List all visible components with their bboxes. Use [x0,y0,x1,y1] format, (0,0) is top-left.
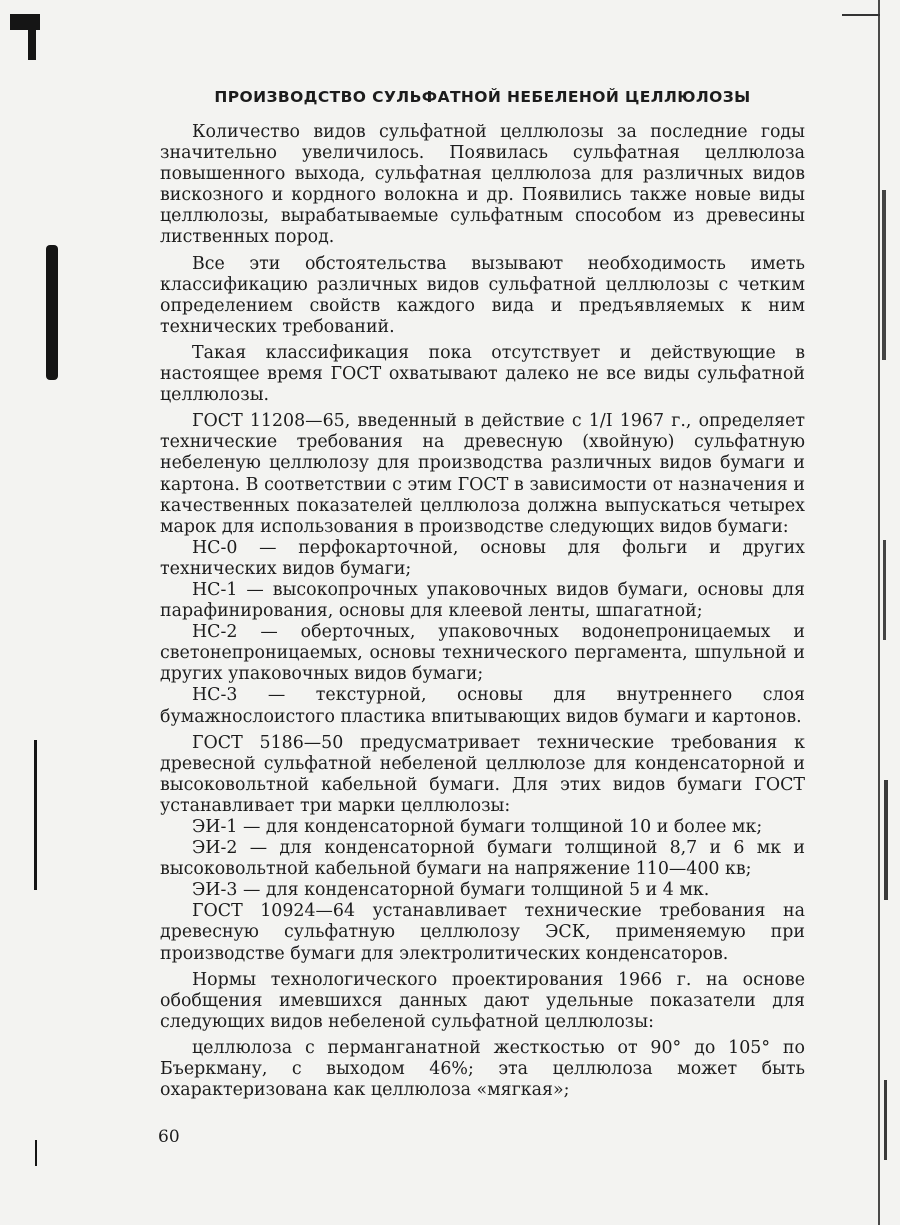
paragraph: Нормы технологического проектирования 1966 г. на основе обобщения имевшихся данных дают удельные показатели для следующих видов небеленой сульфатной целлюлозы: [160,969,805,1032]
scan-artifact [34,740,37,890]
paragraph: ГОСТ 11208—65, введенный в действие с 1/I 1967 г., определяет технические требования на древесную (хвойную) сульфатную небеленую целлюлозу для производства различных видов бумаги и картона. В соответствии с этим ГОСТ в зависимости от назначения и качественных показателей целлюлоза должна выпускаться четырех марок для использования в производстве следующих видов бумаги: [160,411,805,537]
scan-artifact [842,14,880,16]
paragraph: целлюлоза с перманганатной жесткостью от 90° до 105° по Бъеркману, с выходом 46%; эта целлюлоза может быть охарактеризована как целлюлоза «мягкая»; [160,1037,805,1101]
page-edge-line [878,0,880,1225]
list-item: ЭИ-1 — для конденсаторной бумаги толщиной 10 и более мк; [192,817,763,837]
page-body [160,84,805,1101]
list-item: ЭИ-2 — для конденсаторной бумаги толщиной 8,7 и 6 мк и высоковольтной кабельной бумаги на напряжение 110—400 кв; [160,838,805,880]
list-item: НС-0 — перфокарточной, основы для фольги и других технических видов бумаги; [160,537,805,579]
scan-artifact [28,14,36,60]
scan-artifact [883,540,886,640]
page-number: 60 [158,1127,180,1147]
scan-artifact [884,780,888,900]
section-heading: ПРОИЗВОДСТВО СУЛЬФАТНОЙ НЕБЕЛЕНОЙ ЦЕЛЛЮЛОЗЫ [214,88,751,106]
scan-artifact [884,1080,887,1160]
paragraph: ГОСТ 5186—50 предусматривает технические требования к древесной сульфатной небеленой целлюлозе для конденсаторной и высоковольтной кабельной бумаги. Для этих видов бумаги ГОСТ устанавливает три марки целлюлозы: [160,732,805,816]
list-item: НС-1 — высокопрочных упаковочных видов бумаги, основы для парафинирования, основы для клеевой ленты, шпагатной; [160,579,805,622]
scan-artifact [882,190,886,360]
paragraph: Количество видов сульфатной целлюлозы за последние годы значительно увеличилось. Появилась сульфатная целлюлоза повышенного выхода, сульфатная целлюлоза для различных видов вискозного и кордного волокна и др. Появились также новые виды целлюлозы, вырабатываемые сульфатным способом из древесины лиственных пород. [160,122,805,248]
list-item: НС-3 — текстурной, основы для внутреннего слоя бумажнослоистого пластика впитывающих видов бумаги и картонов. [160,685,805,727]
paragraph: Все эти обстоятельства вызывают необходимость иметь классификацию различных видов сульфатной целлюлозы с четким определением свойств каждого вида и предъявляемых к ним технических требований. [160,253,805,337]
paragraph: ГОСТ 10924—64 устанавливает технические требования на древесную сульфатную целлюлозу ЭСК, применяемую при производстве бумаги для электролитических конденсаторов. [160,901,805,964]
scan-artifact [46,245,58,380]
paragraph: Такая классификация пока отсутствует и действующие в настоящее время ГОСТ охватывают далеко не все виды сульфатной целлюлозы. [160,342,805,406]
list-item: НС-2 — оберточных, упаковочных водонепроницаемых и светонепроницаемых, основы технического пергамента, шпульной и других упаковочных видов бумаги; [160,622,805,685]
list-item: ЭИ-3 — для конденсаторной бумаги толщиной 5 и 4 мк. [192,880,710,901]
scan-artifact [35,1140,37,1166]
